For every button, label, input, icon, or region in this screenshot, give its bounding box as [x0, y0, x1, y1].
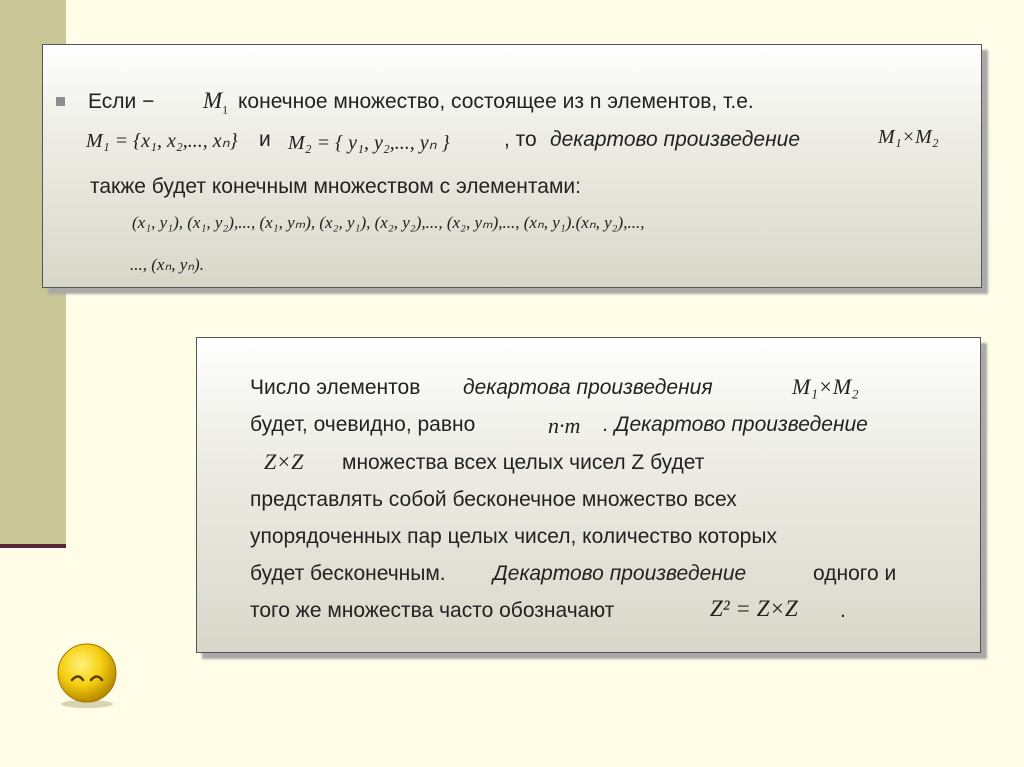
b2-zz-expr: Z×Z — [264, 449, 304, 474]
b2-line1-italic: декартова произведения — [463, 376, 713, 399]
cartesian-product-term: декартово произведение — [550, 128, 801, 151]
bullet-icon — [56, 97, 65, 106]
line1-lead: Если − — [88, 90, 155, 113]
b2-line2-rest: . Декартово произведение — [603, 413, 868, 436]
b2-line3-text: множества всех целых чисел Z будет — [342, 451, 705, 474]
pairs-line-2: ..., (xₙ, yₙ). — [130, 255, 204, 274]
b2-line7-end: . — [840, 599, 846, 622]
b2-line5: упорядоченных пар целых чисел, количество которых — [250, 525, 777, 548]
m1-symbol: $M_1$ — [203, 88, 229, 117]
b2-z-squared-expr: Z² = Z×Z — [710, 596, 798, 621]
pairs-line-1: (x₁, y₁), (x₁, y₂),..., (x₁, yₘ), (x₂, y₁), (x₂, y₂),..., (x₂, yₘ),..., (xₙ, y₁).(xₙ, y₂),..., — [132, 213, 645, 232]
smiley-icon — [52, 640, 122, 710]
product-expression: M₁×M₂ — [878, 126, 939, 148]
b2-nm-expr: n·m — [548, 413, 581, 438]
line3-text: также будет конечным множеством с элементами: — [90, 175, 581, 198]
line1-rest: конечное множество, состоящее из n элементов, т.е. — [238, 90, 754, 113]
b2-line4: представлять собой бесконечное множество всех — [250, 488, 737, 511]
b2-line6-text: будет бесконечным. — [250, 562, 446, 585]
to-word: , то — [504, 128, 537, 151]
m2-set-formula: M₂ = { y₁, y₂,..., yₙ } — [288, 132, 450, 154]
and-word: и — [259, 128, 271, 151]
b2-line6-italic: Декартово произведение — [493, 562, 747, 585]
b2-line6-rest: одного и — [813, 562, 897, 585]
side-rule-decoration — [0, 544, 66, 548]
b2-line7-text: того же множества часто обозначают — [250, 599, 615, 622]
b2-product-expr: M₁×M₂ — [792, 374, 859, 399]
m1-set-formula: M₁ = {x₁, x₂,..., xₙ} — [86, 130, 238, 152]
b2-line1-text: Число элементов — [250, 376, 421, 399]
definition-box — [42, 44, 982, 288]
b2-line2-text: будет, очевидно, равно — [250, 413, 476, 436]
